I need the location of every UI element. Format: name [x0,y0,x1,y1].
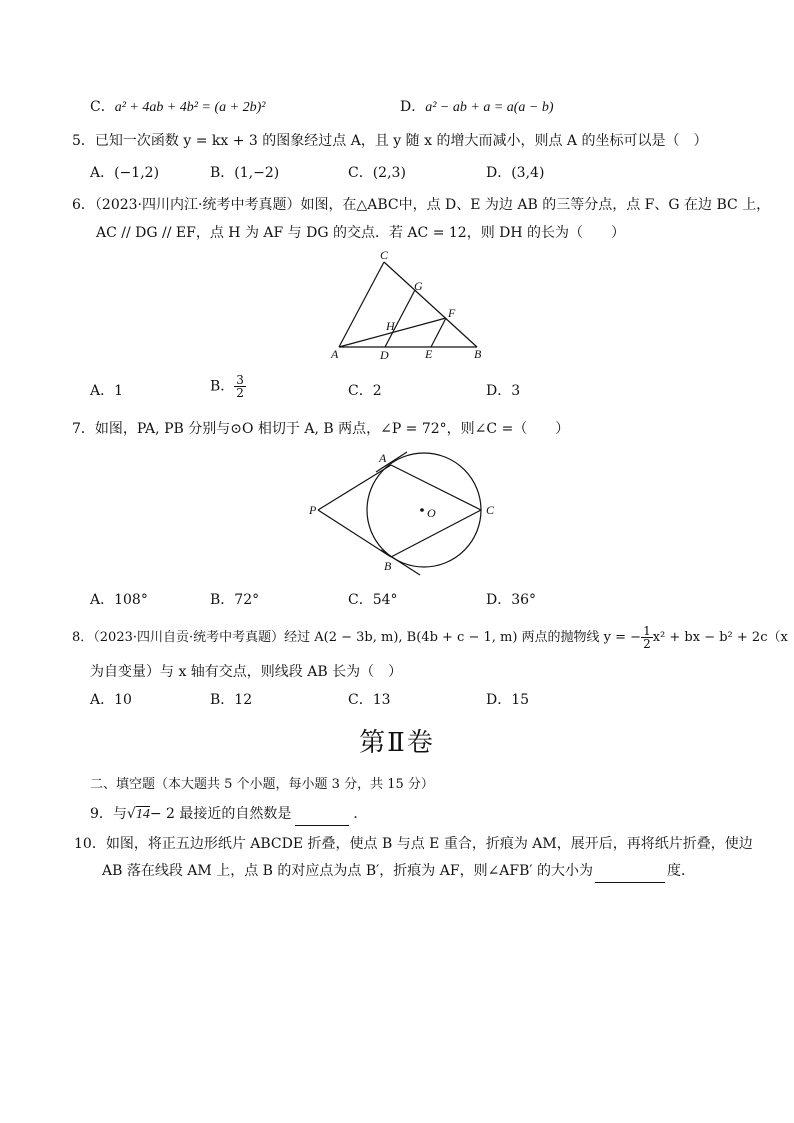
q8-fraction-denominator: 2 [643,637,651,651]
q7-center-dot [420,508,424,512]
q7-label-b: B [384,559,392,573]
q5-text: 已知一次函数 y = kx + 3 的图象经过点 A，且 y 随 x 的增大而减小，则点 A 的坐标可以是（ ） [94,133,708,149]
q7-option-d: D．36° [486,592,537,608]
q8-option-d: D．15 [486,692,530,708]
q7-label-p: P [309,503,317,517]
q6-label-f: F [448,306,456,320]
q9-number: 9． [90,806,113,822]
q5-option-b: B．(1,−2) [210,165,280,181]
q5-number: 5． [72,133,95,149]
q4-option-c-expr: a² + 4ab + 4b² = (a + 2b)² [114,100,266,115]
q6-stem-line1 [72,194,770,216]
q8-option-b: B．12 [210,692,253,708]
q6-segment-cb [384,262,477,347]
q10-stem-line2 [102,860,695,883]
q10-line2-b: 度． [667,863,696,879]
q9-answer-blank[interactable] [295,803,349,826]
q8-number: 8． [72,630,94,645]
q6-option-c: C．2 [348,383,382,399]
q6-figure [320,246,500,364]
q5-option-a: A．(−1,2) [90,165,160,181]
q10-line1: 如图，将正五边形纸片 ABCDE 折叠，使点 B 与点 E 重合，折痕为 AM，展开后，再将纸片折叠，使边 [105,836,753,852]
q6-option-b-fraction [234,374,246,399]
q8-option-c: C．13 [348,692,391,708]
q7-circle-o [367,453,481,567]
q9-sqrt-symbol: √ [126,806,136,822]
q7-option-a: A．108° [90,592,148,608]
q5-option-c: C．(2,3) [348,165,406,181]
q10-answer-blank[interactable] [595,860,665,883]
q9-text-a: 与 [112,806,127,822]
q8-stem-line1 [72,625,788,650]
q7-figure [300,446,510,584]
q6-segment-ac [339,262,384,347]
q4-option-c-label: C． [90,99,115,115]
q5-option-d: D．(3,4) [486,165,545,181]
q7-text: 如图，PA, PB 分别与⊙O 相切于 A, B 两点，∠P = 72°，则∠C =（ ） [94,421,570,437]
q7-chord-ac [391,465,481,510]
q6-option-a: A．1 [90,383,124,399]
q8-option-a: A．10 [90,692,132,708]
q6-option-d: D．3 [486,383,521,399]
q6-label-g: G [414,279,423,293]
q7-option-b: B．72° [210,592,260,608]
q7-label-c: C [486,503,495,517]
q6-label-c: C [380,248,389,262]
q7-option-c: C．54° [348,592,398,608]
q9-text-c: ． [353,806,368,822]
q8-line1-b: x² + bx − b² + 2c（x [652,630,788,645]
q6-label-h: H [386,319,395,333]
q6-option-b-denominator: 2 [236,386,244,400]
q10-line2-a: AB 落在线段 AM 上，点 B 的对应点为点 B′，折痕为 AF，则∠AFB′ 的大小为 [102,863,594,879]
q6-label-d: D [380,348,389,362]
q6-number: 6． [72,197,95,213]
q8-fraction-numerator: 1 [643,624,651,638]
q4-option-d-label: D． [400,99,426,115]
section-title: 第Ⅱ卷 [359,728,435,758]
q7-stem [72,418,569,440]
q6-option-b [210,374,246,399]
q6-line1: （2023·四川内江·统考中考真题）如图，在△ABC中，点 D、E 为边 AB 的三等分点，点 F、G 在边 BC 上， [94,197,771,213]
q7-line-pa [318,465,391,510]
q6-option-b-numerator: 3 [236,373,244,387]
q7-label-o: O [427,506,436,520]
q4-option-c [90,96,265,119]
q10-stem-line1 [74,833,753,855]
q8-fraction [641,625,653,650]
q7-number: 7． [72,421,95,437]
q6-label-e: E [425,347,433,361]
q10-number: 10． [74,836,106,852]
q9-stem [90,803,367,826]
q8-line1-a: （2023·四川自贡·统考中考真题）经过 A(2 − 3b, m), B(4b + c − 1, m) 两点的抛物线 y = − [93,630,642,645]
q6-stem-line2: AC // DG // EF，点 H 为 AF 与 DG 的交点．若 AC = 12，则 DH 的长为（ ） [96,225,626,241]
q7-chord-bc [391,510,481,557]
q6-label-b: B [474,347,482,361]
q8-stem-line2: 为自变量）与 x 轴有交点，则线段 AB 长为（ ） [90,664,403,680]
q7-label-a: A [379,451,387,465]
q9-text-b: − 2 最接近的自然数是 [149,806,292,822]
q6-label-a: A [331,347,339,361]
q4-option-d-expr: a² − ab + a = a(a − b) [425,100,554,115]
q6-option-b-label: B． [210,378,235,395]
q6-segment-ef [431,318,446,347]
q9-radicand: 14 [135,807,150,822]
part2-header: 二、填空题（本大题共 5 个小题，每小题 3 分，共 15 分） [90,777,434,792]
q7-line-pb [318,510,391,557]
q4-option-d [400,96,554,119]
q5-stem [72,130,707,152]
